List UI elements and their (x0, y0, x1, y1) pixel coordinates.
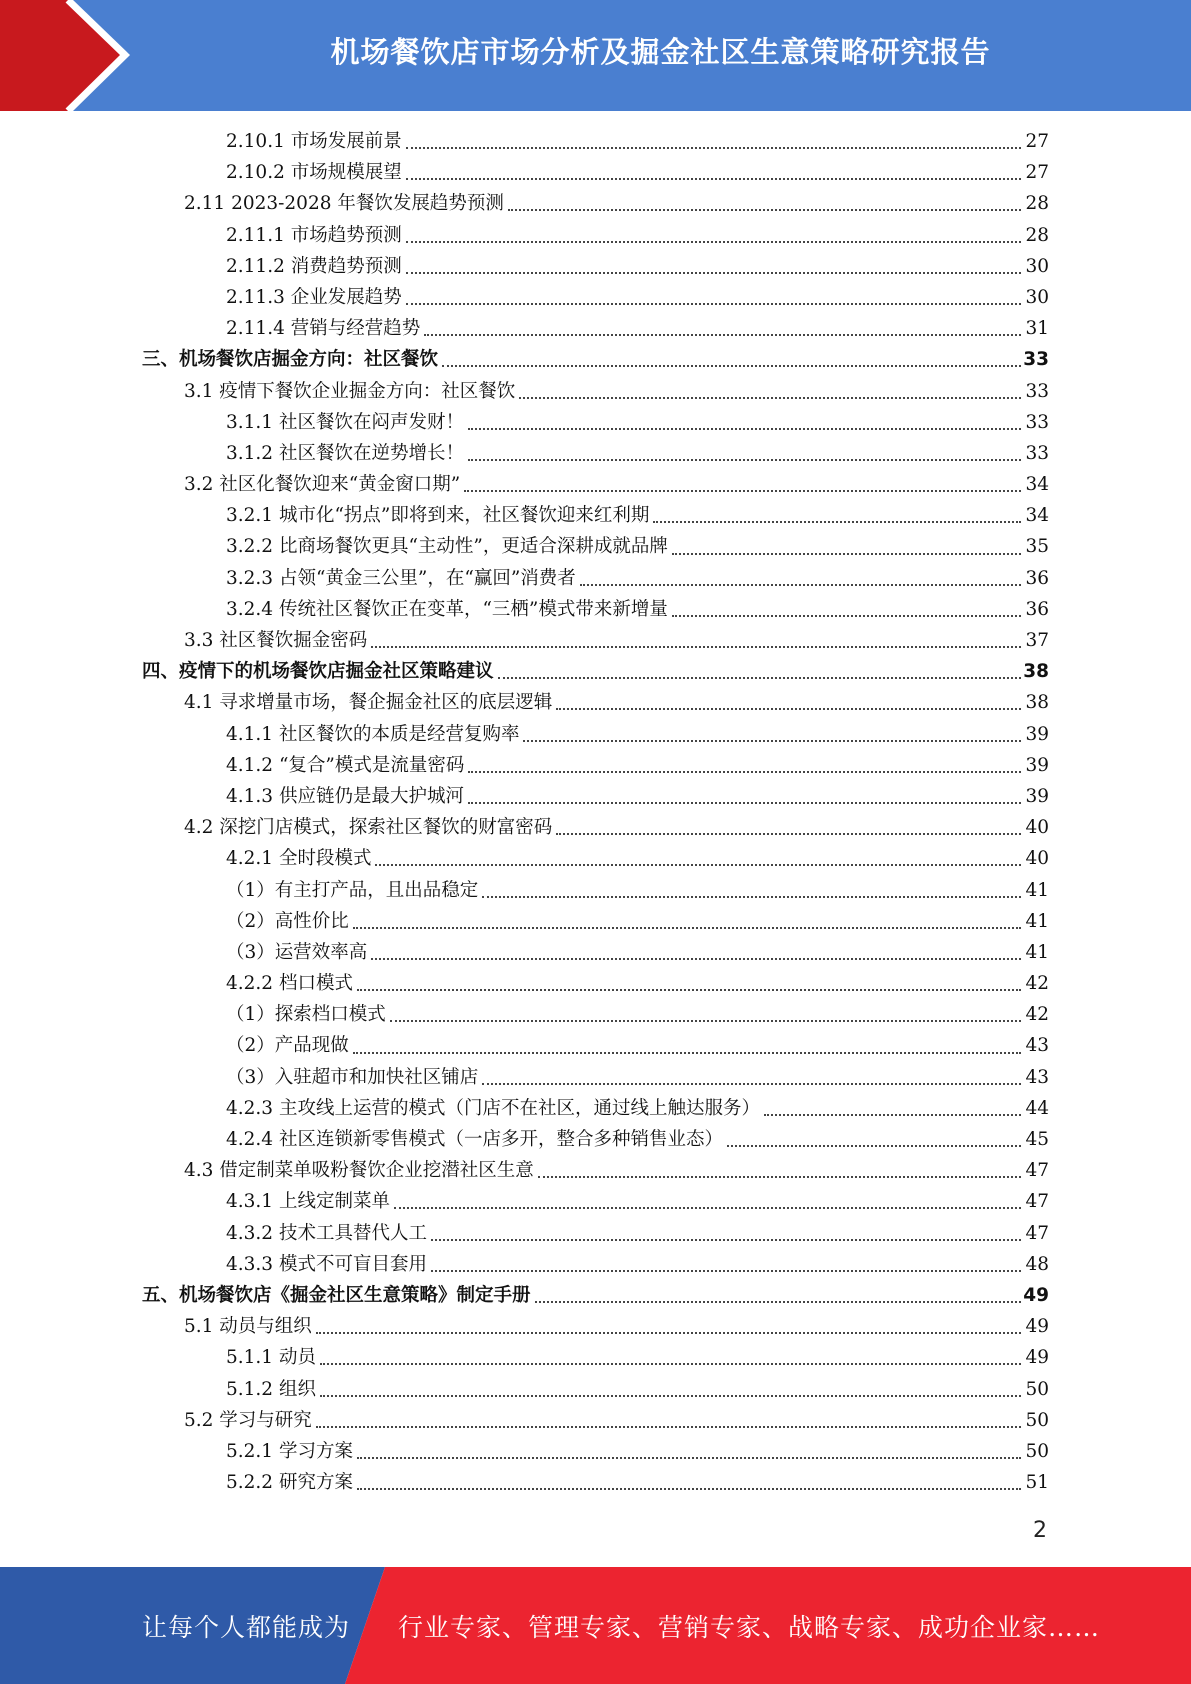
toc-entry-page: 42 (1025, 1004, 1049, 1026)
toc-entry-page: 47 (1025, 1160, 1049, 1182)
toc-entry[interactable] (0, 157, 1191, 188)
page-number: 2 (1033, 1518, 1047, 1543)
toc-entry-label: 4.1 寻求增量市场，餐企掘金社区的底层逻辑 (184, 692, 553, 714)
toc-leader-dots (375, 863, 1021, 866)
toc-entry-label: （3）运营效率高 (226, 941, 368, 963)
toc-entry-page: 43 (1025, 1035, 1049, 1057)
footer-slogan-right: 行业专家、管理专家、营销专家、战略专家、成功企业家…… (398, 1612, 1101, 1642)
toc-entry-label: 五、机场餐饮店《掘金社区生意策略》制定手册 (142, 1284, 531, 1306)
toc-entry-label: 4.2.2 档口模式 (226, 973, 353, 995)
toc-entry-label: 5.1.2 组织 (226, 1378, 316, 1400)
toc-leader-dots (431, 1238, 1021, 1241)
toc-entry[interactable] (0, 1342, 1191, 1373)
toc-entry-page: 37 (1025, 630, 1049, 651)
toc-leader-dots (357, 1456, 1021, 1459)
report-title: 机场餐饮店市场分析及掘金社区生意策略研究报告 (330, 34, 991, 69)
toc-entry-page: 41 (1025, 879, 1049, 901)
toc-leader-dots (556, 832, 1021, 835)
toc-entry-label: 4.3 借定制菜单吸粉餐饮企业挖潜社区生意 (184, 1160, 534, 1182)
toc-entry[interactable] (0, 1249, 1191, 1280)
toc-entry-page: 49 (1023, 1284, 1049, 1306)
toc-entry-page: 30 (1025, 255, 1049, 277)
toc-entry-page: 33 (1025, 411, 1049, 433)
toc-leader-dots (672, 614, 1021, 617)
toc-entry[interactable] (0, 781, 1191, 812)
toc-entry[interactable] (0, 1124, 1191, 1155)
toc-entry[interactable] (0, 1093, 1191, 1124)
toc-entry[interactable] (0, 875, 1191, 906)
toc-entry-label: 3.1.2 社区餐饮在逆势增长！ (226, 442, 464, 464)
toc-leader-dots (390, 1019, 1021, 1022)
toc-entry[interactable] (0, 968, 1191, 999)
toc-entry-page: 33 (1023, 349, 1049, 371)
toc-entry-label: 4.3.1 上线定制菜单 (226, 1191, 390, 1213)
toc-entry-label: 3.2.1 城市化“拐点”即将到来，社区餐饮迎来红利期 (226, 505, 650, 527)
toc-entry-page: 36 (1025, 567, 1049, 589)
toc-entry-page: 42 (1025, 973, 1049, 995)
toc-entry[interactable] (0, 282, 1191, 313)
toc-entry[interactable] (0, 313, 1191, 344)
toc-entry-page: 27 (1025, 131, 1049, 152)
toc-entry-page: 30 (1025, 286, 1049, 308)
toc-entry-page: 50 (1025, 1378, 1049, 1400)
toc-entry[interactable] (0, 126, 1191, 157)
toc-entry[interactable] (0, 563, 1191, 594)
report-header (0, 0, 1191, 111)
toc-leader-dots (468, 770, 1021, 773)
toc-entry-label: 2.11.4 营销与经营趋势 (226, 318, 421, 340)
toc-entry-label: 2.11.3 企业发展趋势 (226, 286, 402, 308)
toc-entry-label: 5.1.1 动员 (226, 1347, 316, 1369)
toc-entry[interactable] (0, 344, 1191, 375)
toc-entry[interactable] (0, 1030, 1191, 1061)
toc-entry-label: 4.3.3 模式不可盲目套用 (226, 1253, 427, 1275)
toc-leader-dots (353, 1051, 1021, 1054)
toc-leader-dots (371, 645, 1021, 648)
toc-entry-label: 4.1.1 社区餐饮的本质是经营复购率 (226, 723, 520, 745)
toc-leader-dots (556, 707, 1021, 710)
toc-entry-page: 34 (1025, 474, 1049, 496)
toc-entry-page: 47 (1025, 1191, 1049, 1213)
toc-entry[interactable] (0, 469, 1191, 500)
toc-leader-dots (353, 926, 1021, 929)
toc-entry-label: 3.2.4 传统社区餐饮正在变革，“三栖”模式带来新增量 (226, 598, 668, 620)
toc-leader-dots (406, 240, 1021, 243)
toc-entry-page: 49 (1025, 1316, 1049, 1338)
toc-leader-dots (519, 396, 1021, 399)
toc-entry-page: 28 (1025, 193, 1049, 215)
toc-entry-page: 34 (1025, 505, 1049, 527)
toc-leader-dots (482, 1082, 1021, 1085)
toc-entry-label: （3）入驻超市和加快社区铺店 (226, 1066, 479, 1088)
toc-leader-dots (498, 676, 1021, 679)
toc-entry[interactable] (0, 1280, 1191, 1311)
toc-entry-label: 5.2 学习与研究 (184, 1409, 312, 1431)
toc-entry-label: 4.3.2 技术工具替代人工 (226, 1222, 427, 1244)
toc-entry[interactable] (0, 1374, 1191, 1405)
toc-entry-label: （2）产品现做 (226, 1035, 349, 1057)
toc-entry[interactable] (0, 1436, 1191, 1467)
toc-entry-label: 5.2.2 研究方案 (226, 1472, 353, 1494)
toc-entry-page: 39 (1025, 785, 1049, 807)
toc-entry[interactable] (0, 906, 1191, 937)
toc-entry-page: 31 (1025, 318, 1049, 340)
toc-entry-label: 3.3 社区餐饮掘金密码 (184, 630, 368, 651)
toc-leader-dots (523, 739, 1021, 742)
toc-leader-dots (357, 1487, 1021, 1490)
page-footer (0, 1567, 1191, 1684)
toc-entry[interactable] (0, 1155, 1191, 1186)
toc-leader-dots (357, 988, 1021, 991)
toc-entry-page: 47 (1025, 1222, 1049, 1244)
toc-leader-dots (394, 1206, 1021, 1209)
toc-entry-label: （1）探索档口模式 (226, 1004, 386, 1026)
toc-entry-label: 2.10.2 市场规模展望 (226, 162, 402, 184)
toc-entry[interactable] (0, 1062, 1191, 1093)
toc-entry[interactable] (0, 188, 1191, 219)
toc-leader-dots (464, 489, 1021, 492)
toc-entry-page: 38 (1025, 692, 1049, 714)
toc-entry-label: 4.1.2 “复合”模式是流量密码 (226, 754, 465, 776)
toc-entry-page: 40 (1025, 848, 1049, 870)
toc-entry[interactable] (0, 594, 1191, 625)
toc-entry-page: 33 (1025, 380, 1049, 402)
toc-entry[interactable] (0, 251, 1191, 282)
table-of-contents (0, 126, 1191, 1498)
toc-entry-page: 39 (1025, 754, 1049, 776)
toc-entry-label: 3.2 社区化餐饮迎来“黄金窗口期” (184, 474, 461, 496)
toc-entry-page: 44 (1025, 1097, 1049, 1119)
header-arrow-icon (0, 0, 160, 111)
toc-entry-page: 49 (1025, 1347, 1049, 1369)
toc-entry[interactable] (0, 1311, 1191, 1342)
toc-entry-label: 4.2.1 全时段模式 (226, 848, 372, 870)
toc-leader-dots (406, 146, 1021, 149)
toc-entry-label: 4.2.3 主攻线上运营的模式（门店不在社区，通过线上触达服务） (226, 1097, 760, 1119)
toc-entry-label: 2.10.1 市场发展前景 (226, 131, 402, 152)
toc-entry[interactable] (0, 407, 1191, 438)
toc-leader-dots (424, 333, 1021, 336)
toc-entry-label: 3.2.3 占领“黄金三公里”，在“赢回”消费者 (226, 567, 576, 589)
toc-entry-page: 41 (1025, 910, 1049, 932)
toc-leader-dots (431, 1269, 1021, 1272)
toc-entry-label: 三、机场餐饮店掘金方向：社区餐饮 (142, 349, 439, 371)
toc-entry-label: 2.11 2023-2028 年餐饮发展趋势预测 (184, 193, 504, 215)
toc-leader-dots (406, 271, 1021, 274)
toc-entry-label: 2.11.2 消费趋势预测 (226, 255, 402, 277)
toc-leader-dots (482, 895, 1021, 898)
toc-entry-label: 4.1.3 供应链仍是最大护城河 (226, 785, 464, 807)
toc-leader-dots (320, 1394, 1021, 1397)
toc-leader-dots (653, 520, 1021, 523)
toc-entry-page: 38 (1023, 661, 1049, 683)
toc-entry-page: 36 (1025, 598, 1049, 620)
toc-entry-label: （2）高性价比 (226, 910, 349, 932)
toc-entry[interactable] (0, 656, 1191, 687)
toc-entry-page: 45 (1025, 1129, 1049, 1150)
toc-entry-page: 48 (1025, 1253, 1049, 1275)
toc-leader-dots (727, 1144, 1021, 1147)
toc-entry-page: 27 (1025, 162, 1049, 184)
toc-entry-page: 51 (1025, 1472, 1049, 1494)
toc-entry[interactable] (0, 719, 1191, 750)
toc-entry[interactable] (0, 937, 1191, 968)
toc-entry-label: （1）有主打产品，且出品稳定 (226, 879, 479, 901)
toc-entry-page: 28 (1025, 224, 1049, 246)
toc-entry-label: 5.1 动员与组织 (184, 1316, 312, 1338)
toc-leader-dots (442, 364, 1021, 367)
footer-slogan-left: 让每个人都能成为 (142, 1612, 351, 1642)
toc-leader-dots (468, 458, 1021, 461)
toc-entry[interactable] (0, 1467, 1191, 1498)
toc-entry[interactable] (0, 500, 1191, 531)
toc-leader-dots (468, 427, 1021, 430)
toc-entry-page: 50 (1025, 1409, 1049, 1431)
toc-entry[interactable] (0, 438, 1191, 469)
toc-entry-page: 35 (1025, 536, 1049, 558)
toc-entry[interactable] (0, 812, 1191, 843)
toc-entry[interactable] (0, 999, 1191, 1030)
toc-entry-page: 43 (1025, 1066, 1049, 1088)
toc-entry-page: 33 (1025, 442, 1049, 464)
toc-entry-label: 四、疫情下的机场餐饮店掘金社区策略建议 (142, 661, 494, 683)
toc-entry-label: 4.2 深挖门店模式，探索社区餐饮的财富密码 (184, 817, 553, 839)
toc-entry-label: 5.2.1 学习方案 (226, 1440, 353, 1462)
toc-entry[interactable] (0, 1186, 1191, 1217)
toc-entry-page: 50 (1025, 1440, 1049, 1462)
toc-leader-dots (538, 1175, 1021, 1178)
toc-leader-dots (316, 1425, 1021, 1428)
toc-leader-dots (672, 552, 1021, 555)
toc-entry[interactable] (0, 625, 1191, 656)
toc-leader-dots (320, 1362, 1021, 1365)
toc-entry-label: 3.1 疫情下餐饮企业掘金方向：社区餐饮 (184, 380, 516, 402)
toc-leader-dots (468, 801, 1021, 804)
toc-leader-dots (406, 302, 1021, 305)
toc-leader-dots (316, 1331, 1021, 1334)
toc-entry[interactable] (0, 1405, 1191, 1436)
toc-leader-dots (371, 957, 1021, 960)
toc-entry[interactable] (0, 843, 1191, 874)
toc-entry[interactable] (0, 687, 1191, 718)
toc-leader-dots (508, 208, 1021, 211)
toc-entry[interactable] (0, 531, 1191, 562)
toc-entry-label: 3.1.1 社区餐饮在闷声发财！ (226, 411, 464, 433)
toc-leader-dots (406, 177, 1021, 180)
toc-entry[interactable] (0, 376, 1191, 407)
toc-entry-page: 40 (1025, 817, 1049, 839)
toc-entry[interactable] (0, 220, 1191, 251)
toc-entry-page: 39 (1025, 723, 1049, 745)
toc-entry-label: 2.11.1 市场趋势预测 (226, 224, 402, 246)
toc-entry-page: 41 (1025, 941, 1049, 963)
toc-leader-dots (535, 1300, 1021, 1303)
toc-entry-label: 3.2.2 比商场餐饮更具“主动性”，更适合深耕成就品牌 (226, 536, 668, 558)
toc-entry-label: 4.2.4 社区连锁新零售模式（一店多开，整合多种销售业态） (226, 1129, 723, 1150)
toc-leader-dots (580, 583, 1021, 586)
toc-entry[interactable] (0, 750, 1191, 781)
toc-entry[interactable] (0, 1218, 1191, 1249)
toc-leader-dots (764, 1113, 1021, 1116)
